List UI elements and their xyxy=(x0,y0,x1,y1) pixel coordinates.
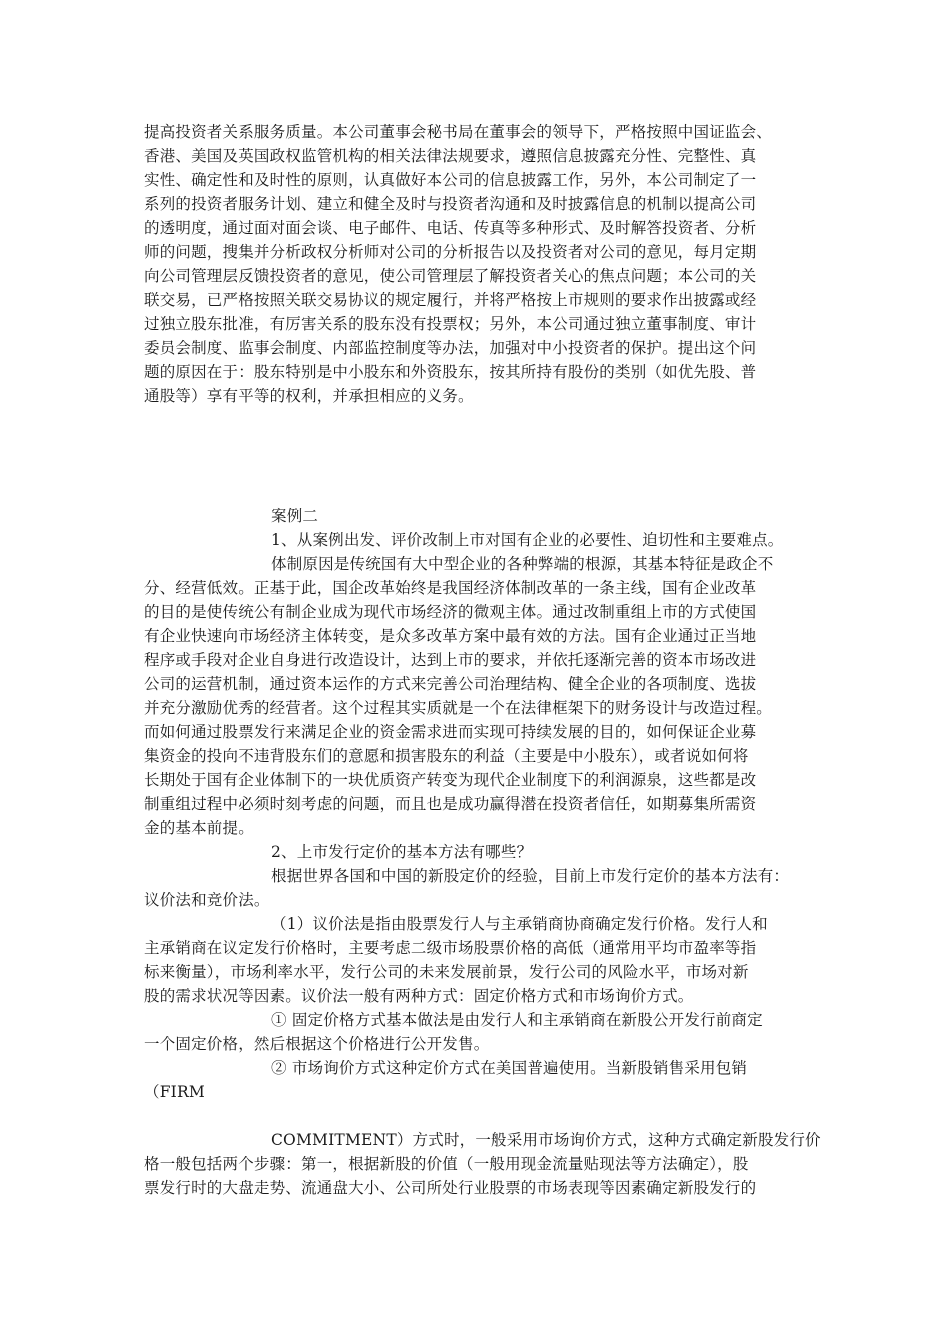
text-line: 的目的是使传统公有制企业成为现代市场经济的微观主体。通过改制重组上市的方式使国 xyxy=(144,603,757,621)
text-line: 香港、美国及英国政权监管机构的相关法律法规要求，遵照信息披露充分性、完整性、真 xyxy=(144,147,757,165)
text-line: 议价法和竞价法。 xyxy=(144,891,270,909)
text-line: 程序或手段对企业自身进行改造设计，达到上市的要求，并依托逐渐完善的资本市场改进 xyxy=(144,651,757,669)
text-line: 票发行时的大盘走势、流通盘大小、公司所处行业股票的市场表现等因素确定新股发行的 xyxy=(144,1179,757,1197)
text-line: 股的需求状况等因素。议价法一般有两种方式：固定价格方式和市场询价方式。 xyxy=(144,987,694,1005)
text-line: ② 市场询价方式这种定价方式在美国普遍使用。当新股销售采用包销 xyxy=(271,1059,748,1077)
text-line: 集资金的投向不违背股东们的意愿和损害股东的利益（主要是中小股东），或者说如何将 xyxy=(144,747,749,765)
text-line: 根据世界各国和中国的新股定价的经验，目前上市发行定价的基本方法有： xyxy=(271,867,790,885)
question-2: 2、上市发行定价的基本方法有哪些？ xyxy=(271,843,533,861)
text-line: 联交易，已严格按照关联交易协议的规定履行，并将严格按上市规则的要求作出披露或经 xyxy=(144,291,757,309)
text-line: 金的基本前提。 xyxy=(144,819,254,837)
text-line: 过独立股东批准，有厉害关系的股东没有投票权；另外，本公司通过独立董事制度、审计 xyxy=(144,315,757,333)
text-line: 通股等）享有平等的权利，并承担相应的义务。 xyxy=(144,387,474,405)
text-line: 提高投资者关系服务质量。本公司董事会秘书局在董事会的领导下，严格按照中国证监会、 xyxy=(144,123,773,141)
text-line: （1）议价法是指由股票发行人与主承销商协商确定发行价格。发行人和 xyxy=(271,915,768,933)
text-line: （FIRM xyxy=(144,1083,205,1101)
text-line: ① 固定价格方式基本做法是由发行人和主承销商在新股公开发行前商定 xyxy=(271,1011,763,1029)
text-line: 制重组过程中必须时刻考虑的问题，而且也是成功赢得潜在投资者信任，如期募集所需资 xyxy=(144,795,757,813)
text-line: 委员会制度、监事会制度、内部监控制度等办法，加强对中小投资者的保护。提出这个问 xyxy=(144,339,757,357)
text-line: 并充分激励优秀的经营者。这个过程其实质就是一个在法律框架下的财务设计与改造过程。 xyxy=(144,699,773,717)
text-line: 的透明度，通过面对面会谈、电子邮件、电话、传真等多种形式、及时解答投资者、分析 xyxy=(144,219,757,237)
text-line: 主承销商在议定发行价格时，主要考虑二级市场股票价格的高低（通常用平均市盈率等指 xyxy=(144,939,757,957)
text-line: 体制原因是传统国有大中型企业的各种弊端的根源，其基本特征是政企不 xyxy=(271,555,774,573)
text-line: 师的问题，搜集并分析政权分析师对公司的分析报告以及投资者对公司的意见，每月定期 xyxy=(144,243,757,261)
text-line: 实性、确定性和及时性的原则，认真做好本公司的信息披露工作，另外，本公司制定了一 xyxy=(144,171,757,189)
case-title: 案例二 xyxy=(271,507,319,525)
text-line: 题的原因在于：股东特别是中小股东和外资股东，按其所持有股份的类别（如优先股、普 xyxy=(144,363,757,381)
text-line: 格一般包括两个步骤：第一，根据新股的价值（一般用现金流量贴现法等方法确定），股 xyxy=(144,1155,749,1173)
text-line: 有企业快速向市场经济主体转变，是众多改革方案中最有效的方法。国有企业通过正当地 xyxy=(144,627,757,645)
text-line: 向公司管理层反馈投资者的意见，使公司管理层了解投资者关心的焦点问题；本公司的关 xyxy=(144,267,757,285)
text-line: 标来衡量），市场利率水平，发行公司的未来发展前景，发行公司的风险水平，市场对新 xyxy=(144,963,749,981)
text-line: COMMITMENT）方式时，一般采用市场询价方式，这种方式确定新股发行价 xyxy=(271,1131,821,1149)
question-1: 1、从案例出发、评价改制上市对国有企业的必要性、迫切性和主要难点。 xyxy=(271,531,784,549)
text-line: 而如何通过股票发行来满足企业的资金需求进而实现可持续发展的目的，如何保证企业募 xyxy=(144,723,757,741)
text-line: 分、经营低效。正基于此，国企改革始终是我国经济体制改革的一条主线，国有企业改革 xyxy=(144,579,757,597)
text-line: 长期处于国有企业体制下的一块优质资产转变为现代企业制度下的利润源泉，这些都是改 xyxy=(144,771,757,789)
text-line: 系列的投资者服务计划、建立和健全及时与投资者沟通和及时披露信息的机制以提高公司 xyxy=(144,195,757,213)
text-line: 公司的运营机制，通过资本运作的方式来完善公司治理结构、健全企业的各项制度、选拔 xyxy=(144,675,757,693)
text-line: 一个固定价格，然后根据这个价格进行公开发售。 xyxy=(144,1035,490,1053)
